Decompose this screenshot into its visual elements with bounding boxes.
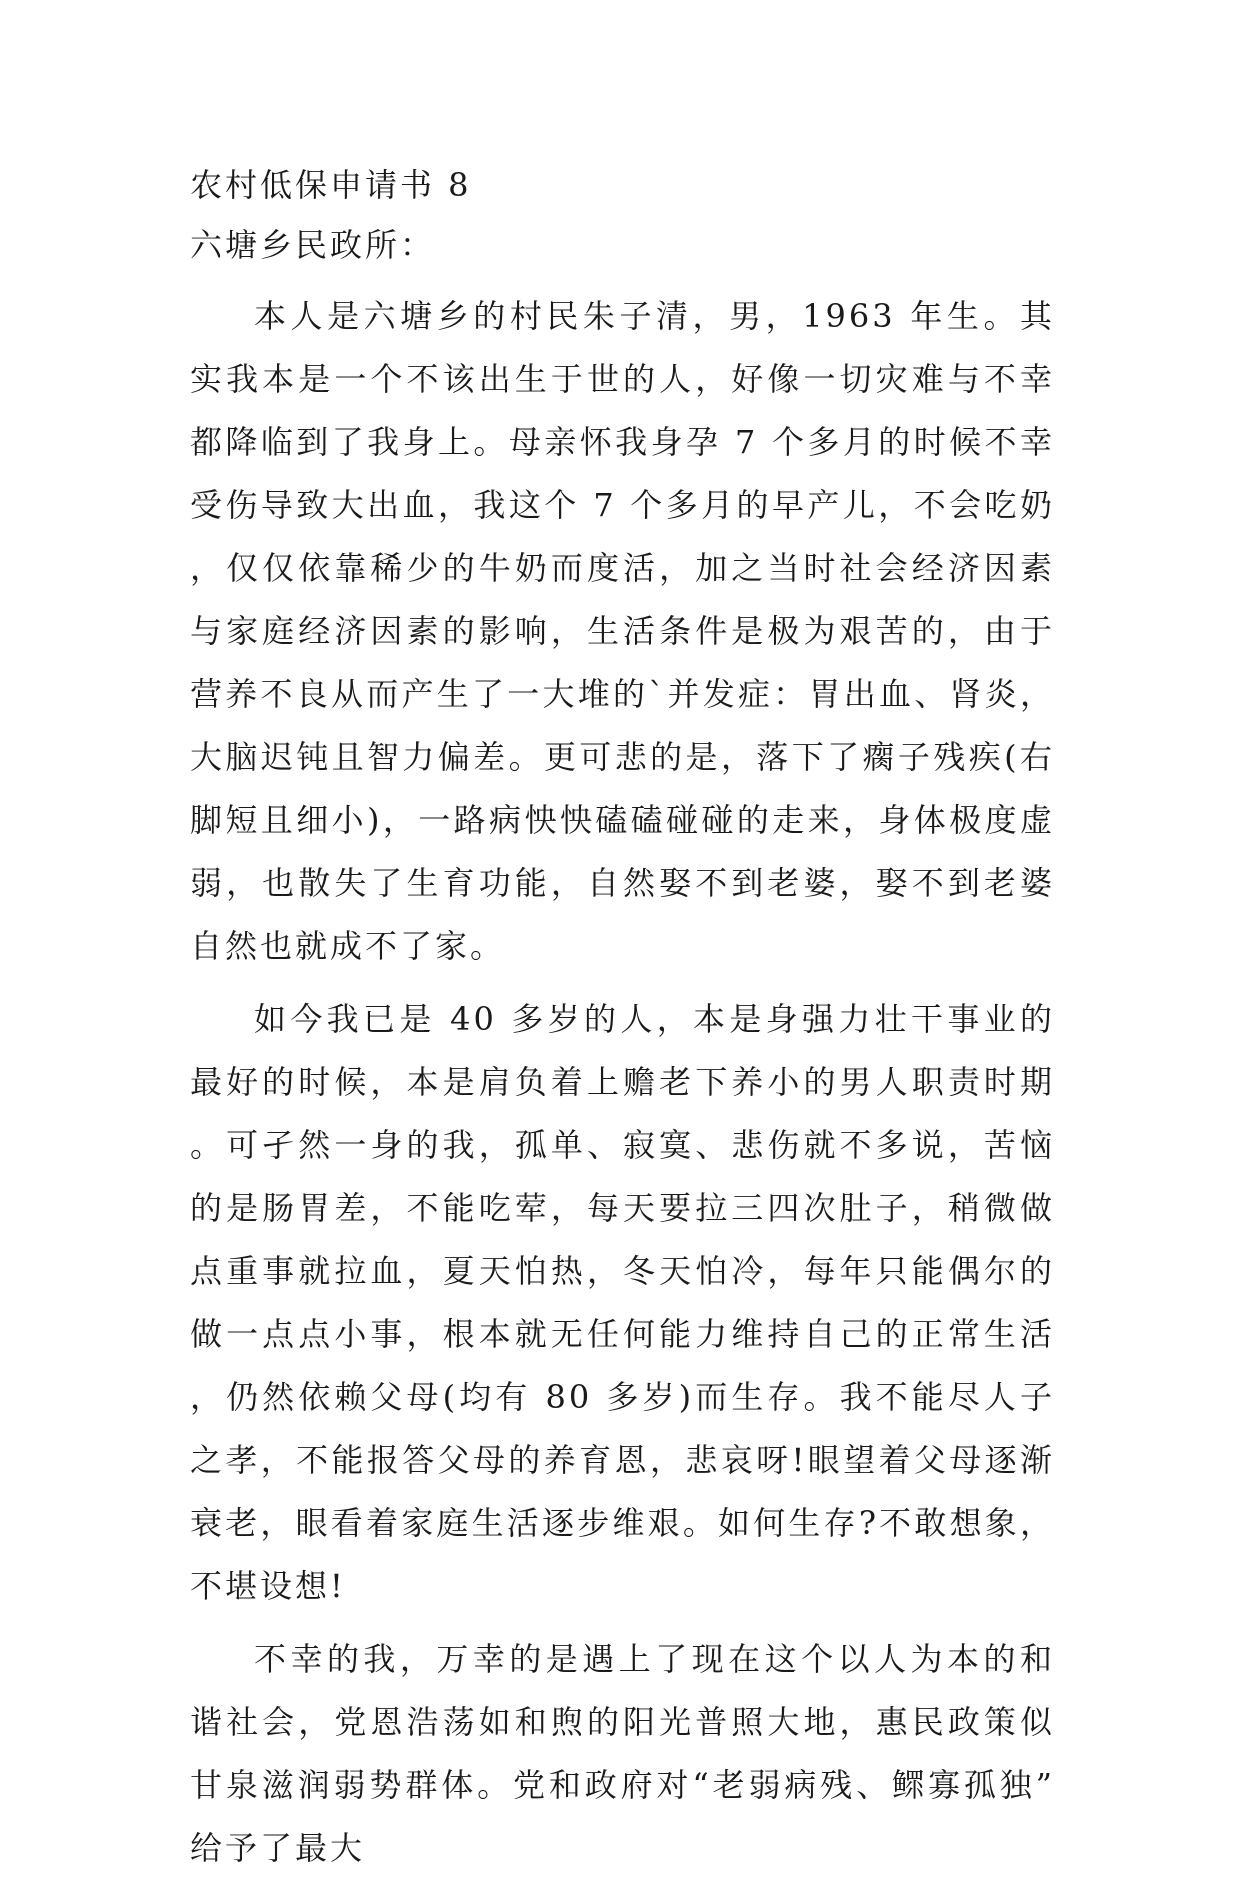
paragraph-3: 不幸的我，万幸的是遇上了现在这个以人为本的和谐社会，党恩浩荡如和煦的阳光普照大地，惠民政策似甘泉滋润弱势群体。党和政府对“老弱病残、鳏寡孤独”给予了最大 (190, 1640, 1055, 1867)
salutation: 六塘乡民政所： (190, 226, 436, 264)
document-title: 农村低保申请书 8 (190, 166, 472, 204)
paragraph-1: 本人是六塘乡的村民朱子清，男，1963 年生。其实我本是一个不该出生于世的人，好像一切灾难与不幸都降临到了我身上。母亲怀我身孕 7 个多月的时候不幸受伤导致大出血，我这个 7 个多月的早产儿，不会吃奶，仅仅依靠稀少的牛奶而度活，加之当时社会经济因素与家庭经济因素的影响，生活条件是极为艰苦的，由于营养不良从而产生了一大堆的`并发症：胃出血、肾炎，大脑迟钝且智力偏差。更可悲的是，落下了瘸子残疾(右脚短且细小)，一路病怏怏磕磕碰碰的走来，身体极度虚弱，也散失了生育功能，自然娶不到老婆，娶不到老婆自然也就成不了家。 (190, 297, 1055, 965)
document-page (190, 155, 1055, 1880)
paragraph-2: 如今我已是 40 多岁的人，本是身强力壮干事业的最好的时候，本是肩负着上赡老下养小的男人职责时期。可孑然一身的我，孤单、寂寞、悲伤就不多说，苦恼的是肠胃差，不能吃荤，每天要拉三四次肚子，稍微做点重事就拉血，夏天怕热，冬天怕冷，每年只能偶尔的做一点点小事，根本就无任何能力维持自己的正常生活，仍然依赖父母(均有 80 多岁)而生存。我不能尽人子之孝，不能报答父母的养育恩，悲哀呀!眼望着父母逐渐衰老，眼看着家庭生活逐步维艰。如何生存?不敢想象，不堪设想! (190, 1000, 1055, 1605)
